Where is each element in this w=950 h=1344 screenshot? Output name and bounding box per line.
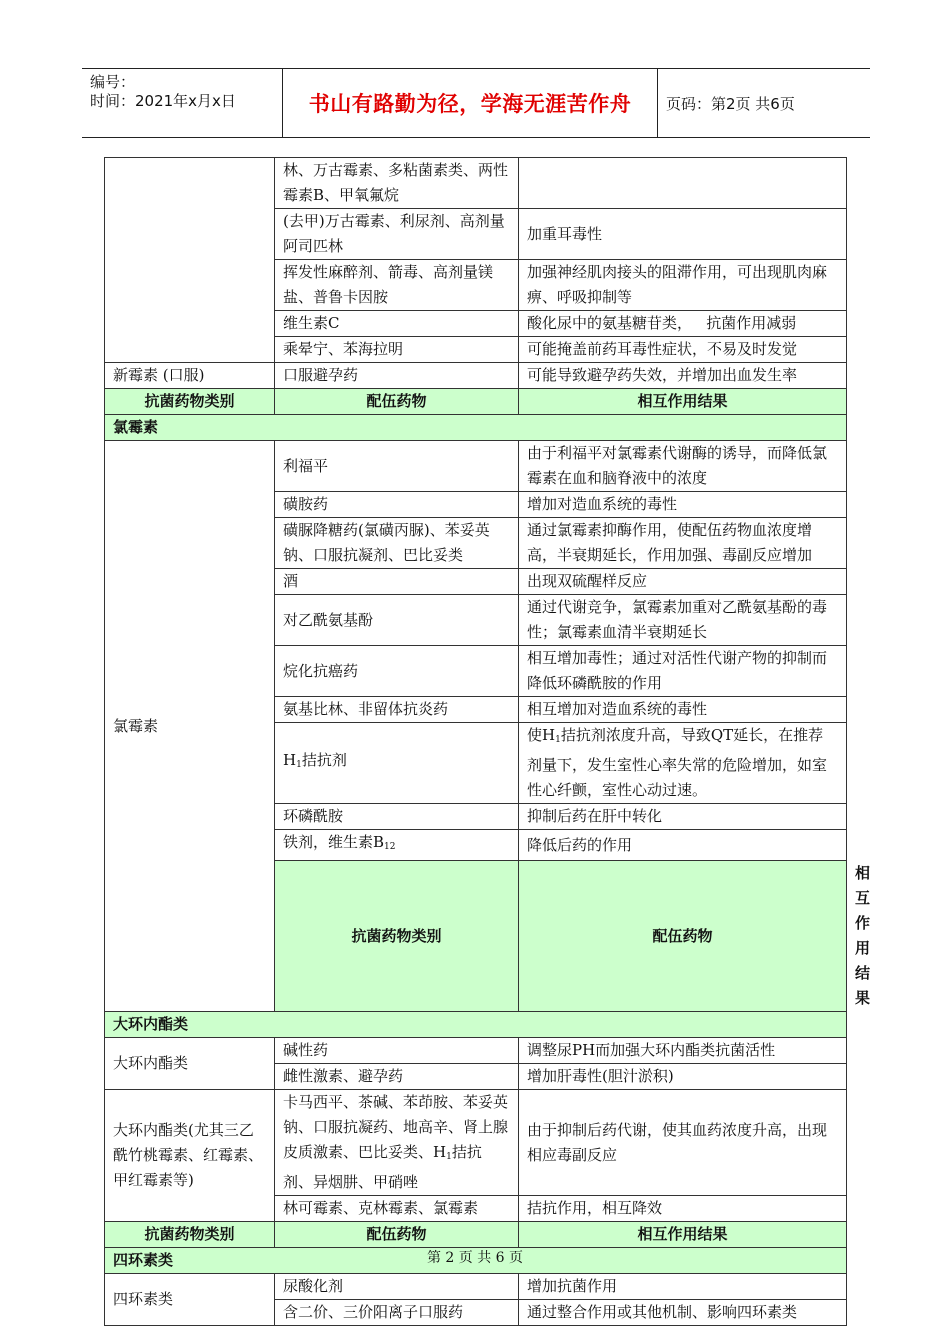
- result-cell: 增加抗菌作用: [519, 1274, 847, 1300]
- table-row: [105, 158, 847, 209]
- number-label: 编号：: [90, 73, 136, 91]
- column-header-row: [105, 1222, 847, 1248]
- drug-cell: 挥发性麻醉剂、箭毒、高剂量镁盐、普鲁卡因胺: [275, 260, 519, 311]
- drug-cell: [275, 723, 519, 804]
- h1-prefix: H: [283, 751, 297, 769]
- result-cell: 通过代谢竞争，氯霉素加重对乙酰氨基酚的毒性；氯霉素血清半衰期延长: [519, 595, 847, 646]
- column-header-category: 抗菌药物类别: [105, 1222, 275, 1248]
- table-row: [105, 441, 847, 492]
- table-row: [105, 1090, 847, 1196]
- column-header-drug: 配伍药物: [275, 389, 519, 415]
- column-header-result: 相互作用结果: [519, 1222, 847, 1248]
- drug-cell: 含二价、三价阳离子口服药: [275, 1300, 519, 1326]
- result-cell: 相互增加对造血系统的毒性: [519, 697, 847, 723]
- drug-cell: 乘晕宁、苯海拉明: [275, 337, 519, 363]
- category-cell: [105, 158, 275, 363]
- section-title: 大环内酯类: [105, 1012, 847, 1038]
- page-label: 页码：第2页 共6页: [666, 94, 795, 113]
- h1-suffix: 拮抗剂: [301, 751, 347, 769]
- result-cell: 增加对造血系统的毒性: [519, 492, 847, 518]
- iron-subscript: 12: [384, 842, 396, 852]
- drug-cell: 林、万古霉素、多粘菌素类、两性霉素B、甲氧氟烷: [275, 158, 519, 209]
- drug2-a: 卡马西平、茶碱、苯茚胺、苯妥英钠、口服抗凝药、地高辛、肾上腺皮质激素、巴比妥类、H: [283, 1093, 509, 1161]
- category-cell: 大环内酯类(尤其三乙酰竹桃霉素、红霉素、甲红霉素等): [105, 1090, 275, 1222]
- drug-cell: 口服避孕药: [275, 363, 519, 389]
- category-cell: 大环内酯类: [105, 1038, 275, 1090]
- drug-cell: 维生素C: [275, 311, 519, 337]
- drug-cell: 利福平: [275, 441, 519, 492]
- drug-cell: [275, 1090, 519, 1196]
- drug-cell: 磺脲降糖药(氯磺丙脲)、苯妥英钠、口服抗凝剂、巴比妥类: [275, 518, 519, 569]
- h1-result-sub: 1: [555, 735, 561, 745]
- drug2-b: 拮抗剂、异烟肼、甲硝唑: [283, 1143, 482, 1191]
- result-cell: 相互增加毒性；通过对活性代谢产物的抑制而降低环磷酰胺的作用: [519, 646, 847, 697]
- drug-cell: 磺胺药: [275, 492, 519, 518]
- drug-cell: 环磷酰胺: [275, 804, 519, 830]
- column-header-category: 抗菌药物类别: [275, 861, 519, 1012]
- date-label: 时间：2021年x月x日: [90, 92, 236, 110]
- result-cell: 增加肝毒性(胆汁淤积): [519, 1064, 847, 1090]
- column-header-row: [105, 389, 847, 415]
- column-header-category: 抗菌药物类别: [105, 389, 275, 415]
- drug-cell: (去甲)万古霉素、利尿剂、高剂量阿司匹林: [275, 209, 519, 260]
- h1-result-a: 使H: [527, 726, 556, 744]
- category-cell: 四环素类: [105, 1274, 275, 1326]
- drug-interaction-table: [104, 157, 871, 1326]
- section-title: 四环素类: [105, 1248, 847, 1274]
- column-header-result: 相互作用结果: [519, 389, 847, 415]
- result-cell: 酸化尿中的氨基糖苷类， 抗菌作用减弱: [519, 311, 847, 337]
- page-footer: 第 2 页 共 6 页: [426, 1250, 524, 1266]
- category-cell: 新霉素 (口服): [105, 363, 275, 389]
- section-row-macrolide: [105, 1012, 847, 1038]
- column-header-row: 抗菌药物类别 配伍药物 相互作用结果: [105, 861, 847, 1012]
- iron-prefix: 铁剂，维生素B: [283, 833, 385, 851]
- drug-cell: 碱性药: [275, 1038, 519, 1064]
- drug-cell: 林可霉素、克林霉素、氯霉素: [275, 1196, 519, 1222]
- result-cell: 可能导致避孕药失效，并增加出血发生率: [519, 363, 847, 389]
- drug-cell: 酒: [275, 569, 519, 595]
- drug-cell: 尿酸化剂: [275, 1274, 519, 1300]
- column-header-drug: 配伍药物: [275, 1222, 519, 1248]
- result-cell: 加重耳毒性: [519, 209, 847, 260]
- header-meta: [90, 69, 286, 137]
- result-cell: [519, 723, 847, 804]
- result-cell: [519, 158, 847, 209]
- drug-cell: 烷化抗癌药: [275, 646, 519, 697]
- column-header-drug: 配伍药物: [519, 861, 847, 1012]
- drug-cell: 对乙酰氨基酚: [275, 595, 519, 646]
- result-cell: 通过整合作用或其他机制、影响四环素类: [519, 1300, 847, 1326]
- section-row-chloramphenicol: [105, 415, 847, 441]
- result-cell: 通过氯霉素抑酶作用，使配伍药物血浓度增高，半衰期延长，作用加强、毒副反应增加: [519, 518, 847, 569]
- table-row: [105, 363, 847, 389]
- result-cell: 由于抑制后药代谢，使其血药浓度升高，出现相应毒副反应: [519, 1090, 847, 1196]
- result-cell: 调整尿PH而加强大环内酯类抗菌活性: [519, 1038, 847, 1064]
- drug2-subscript: 1: [446, 1152, 452, 1162]
- table-row: [105, 1038, 847, 1064]
- drug-cell: 雌性激素、避孕药: [275, 1064, 519, 1090]
- h1-subscript: 1: [296, 760, 302, 770]
- result-cell: 降低后药的作用: [519, 830, 847, 861]
- result-cell: 抑制后药在肝中转化: [519, 804, 847, 830]
- motto: 书山有路勤为径，学海无涯苦作舟: [282, 69, 658, 137]
- result-cell: 加强神经肌肉接头的阻滞作用，可出现肌肉麻痹、呼吸抑制等: [519, 260, 847, 311]
- page-header: [82, 68, 870, 138]
- category-cell: 氯霉素: [105, 441, 275, 1012]
- result-cell: 出现双硫醒样反应: [519, 569, 847, 595]
- result-cell: 可能掩盖前药耳毒性症状，不易及时发觉: [519, 337, 847, 363]
- result-cell: 由于利福平对氯霉素代谢酶的诱导，而降低氯霉素在血和脑脊液中的浓度: [519, 441, 847, 492]
- table-row: [105, 1274, 847, 1300]
- drug-cell: [275, 830, 519, 861]
- result-cell: 拮抗作用，相互降效: [519, 1196, 847, 1222]
- drug-cell: 氨基比林、非留体抗炎药: [275, 697, 519, 723]
- section-title: 氯霉素: [105, 415, 847, 441]
- h1-result-b: 拮抗剂浓度升高，导致QT延长，在推荐剂量下，发生室性心率失常的危险增加，如室性心纤颤，室性心动过速。: [527, 726, 828, 799]
